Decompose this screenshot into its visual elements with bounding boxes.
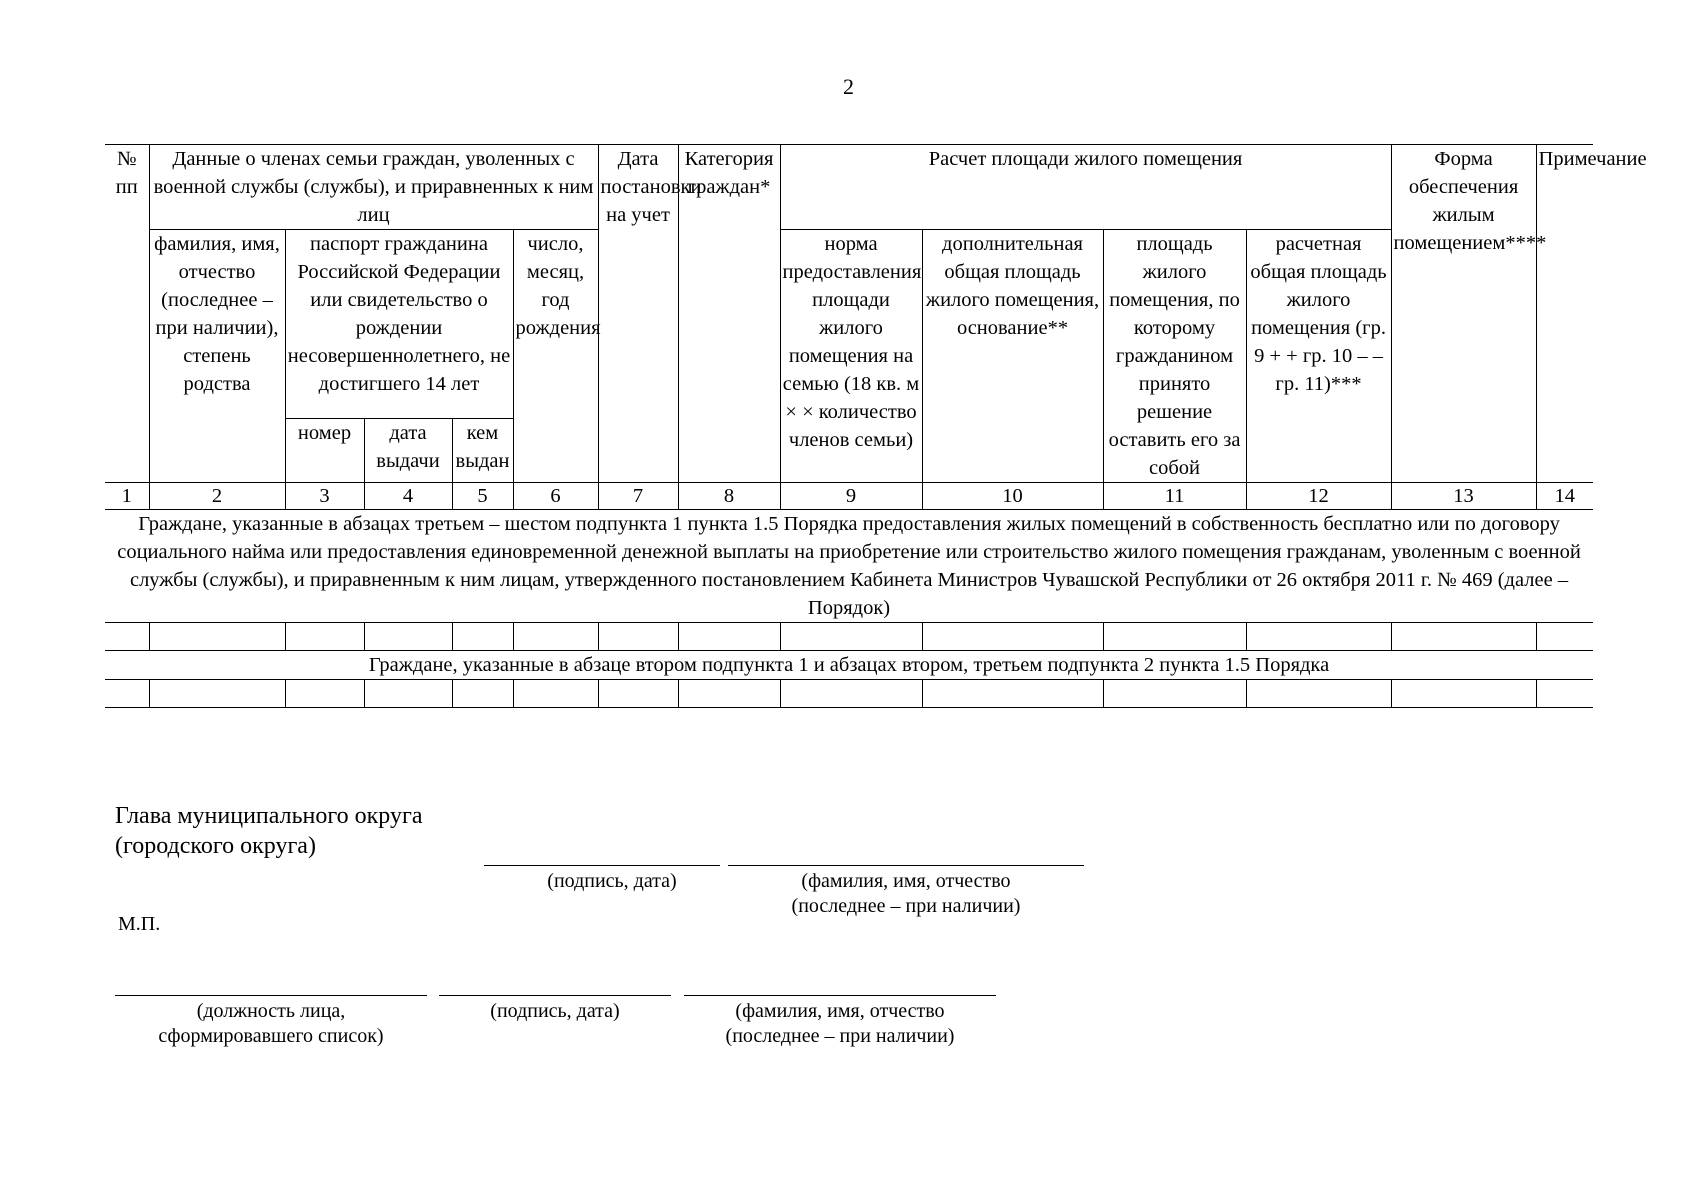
header-passport: паспорт гражданина Российской Федерации или свидетельство о рождении несовершеннолетнего, не достигшего 14 лет bbox=[285, 230, 513, 419]
compiler-name-caption bbox=[684, 999, 996, 1049]
empty-cell bbox=[780, 623, 922, 651]
section-2-heading: Граждане, указанные в абзаце втором подпункта 1 и абзацах втором, третьем подпункта 2 пункта 1.5 Порядка bbox=[105, 651, 1593, 680]
compiler-name-caption-line-1: (фамилия, имя, отчество bbox=[735, 1000, 945, 1022]
column-number: 14 bbox=[1536, 483, 1593, 510]
empty-cell bbox=[922, 680, 1103, 708]
empty-cell bbox=[513, 680, 598, 708]
header-registration-date: Дата постановки на учет bbox=[598, 145, 678, 483]
empty-cell bbox=[452, 680, 513, 708]
header-provision-form: Форма обеспечения жилым помещением**** bbox=[1391, 145, 1536, 483]
column-number: 7 bbox=[598, 483, 678, 510]
citizens-list-table bbox=[105, 144, 1647, 708]
section-1-heading: Граждане, указанные в абзацах третьем – шестом подпункта 1 пункта 1.5 Порядка предоставления жилых помещений в собственность бесплатно или по договору социального найма или предоставления единовременной денежной выплаты на приобретение или строительство жилого помещения гражданам, уволенным с военной службы (службы), и приравненным к ним лицам, утвержденного постановлением Кабинета Министров Чувашской Республики от 26 октября 2011 г. № 469 (далее – Порядок) bbox=[105, 510, 1593, 623]
compiler-name-caption-line-2: (последнее – при наличии) bbox=[725, 1025, 955, 1047]
header-no: № пп bbox=[105, 145, 149, 483]
head-signature-caption: (подпись, дата) bbox=[547, 870, 677, 892]
header-calculated-area: расчетная общая площадь жилого помещения (гр. 9 + + гр. 10 – – гр. 11)*** bbox=[1246, 230, 1391, 483]
section-1-row bbox=[105, 510, 1593, 623]
header-birth-date: число, месяц, год рождения bbox=[513, 230, 598, 483]
head-title bbox=[115, 801, 423, 861]
empty-cell bbox=[1536, 623, 1593, 651]
column-number: 6 bbox=[513, 483, 598, 510]
empty-cell bbox=[1391, 623, 1536, 651]
table-row bbox=[105, 680, 1593, 708]
head-name-caption-line-2: (последнее – при наличии) bbox=[791, 895, 1021, 917]
empty-cell bbox=[1391, 680, 1536, 708]
empty-cell bbox=[922, 623, 1103, 651]
empty-cell bbox=[149, 623, 285, 651]
empty-cell bbox=[105, 680, 149, 708]
header-norm-area: норма предоставления площади жилого помещения на семью (18 кв. м × × количество членов семьи) bbox=[780, 230, 922, 483]
position-line bbox=[115, 995, 427, 996]
empty-cell bbox=[678, 680, 780, 708]
compiler-signature-caption: (подпись, дата) bbox=[490, 1000, 620, 1022]
header-family-members: Данные о членах семьи граждан, уволенных с военной службы (службы), и приравненных к ним лиц bbox=[149, 145, 598, 230]
empty-cell bbox=[1536, 680, 1593, 708]
header-full-name: фамилия, имя, отчество (последнее – при наличии), степень родства bbox=[149, 230, 285, 483]
empty-cell bbox=[513, 623, 598, 651]
empty-cell bbox=[1246, 623, 1391, 651]
header-row-1 bbox=[105, 145, 1593, 230]
empty-cell bbox=[364, 680, 452, 708]
column-number: 2 bbox=[149, 483, 285, 510]
position-caption-line-1: (должность лица, bbox=[196, 1000, 346, 1022]
column-number: 9 bbox=[780, 483, 922, 510]
empty-cell bbox=[780, 680, 922, 708]
citizens-list-table-container bbox=[105, 144, 1647, 708]
table-row bbox=[105, 623, 1593, 651]
header-row-2 bbox=[105, 230, 1593, 419]
column-number: 3 bbox=[285, 483, 364, 510]
column-number: 10 bbox=[922, 483, 1103, 510]
header-area-calculation: Расчет площади жилого помещения bbox=[780, 145, 1391, 230]
empty-cell bbox=[598, 680, 678, 708]
header-note: Примечание bbox=[1536, 145, 1593, 483]
head-name-caption-line-1: (фамилия, имя, отчество bbox=[801, 870, 1011, 892]
section-2-row bbox=[105, 651, 1593, 680]
empty-cell bbox=[1246, 680, 1391, 708]
header-issued-by: кем выдан bbox=[452, 419, 513, 483]
stamp-place: М.П. bbox=[118, 913, 161, 935]
column-number: 12 bbox=[1246, 483, 1391, 510]
empty-cell bbox=[1103, 623, 1246, 651]
header-category: Категория граждан* bbox=[678, 145, 780, 483]
empty-cell bbox=[364, 623, 452, 651]
compiler-signature-line bbox=[439, 995, 671, 996]
column-number: 1 bbox=[105, 483, 149, 510]
empty-cell bbox=[105, 623, 149, 651]
empty-cell bbox=[598, 623, 678, 651]
header-kept-area: площадь жилого помещения, по которому гражданином принято решение оставить его за собой bbox=[1103, 230, 1246, 483]
column-numbers-row bbox=[105, 483, 1593, 510]
empty-cell bbox=[452, 623, 513, 651]
empty-cell bbox=[678, 623, 780, 651]
column-number: 5 bbox=[452, 483, 513, 510]
column-number: 13 bbox=[1391, 483, 1536, 510]
empty-cell bbox=[285, 680, 364, 708]
head-title-line-2: (городского округа) bbox=[115, 833, 316, 859]
position-caption bbox=[115, 999, 427, 1049]
column-number: 11 bbox=[1103, 483, 1246, 510]
header-additional-area: дополнительная общая площадь жилого помещения, основание** bbox=[922, 230, 1103, 483]
compiler-name-line bbox=[684, 995, 996, 996]
page-number: 2 bbox=[843, 74, 854, 99]
column-number: 4 bbox=[364, 483, 452, 510]
head-name-caption bbox=[746, 869, 1066, 919]
header-issue-date: дата выдачи bbox=[364, 419, 452, 483]
empty-cell bbox=[285, 623, 364, 651]
head-title-line-1: Глава муниципального округа bbox=[115, 803, 423, 829]
head-name-line bbox=[728, 865, 1084, 866]
position-caption-line-2: сформировавшего список) bbox=[158, 1025, 384, 1047]
empty-cell bbox=[149, 680, 285, 708]
head-signature-line bbox=[484, 865, 720, 866]
header-doc-number: номер bbox=[285, 419, 364, 483]
empty-cell bbox=[1103, 680, 1246, 708]
column-number: 8 bbox=[678, 483, 780, 510]
